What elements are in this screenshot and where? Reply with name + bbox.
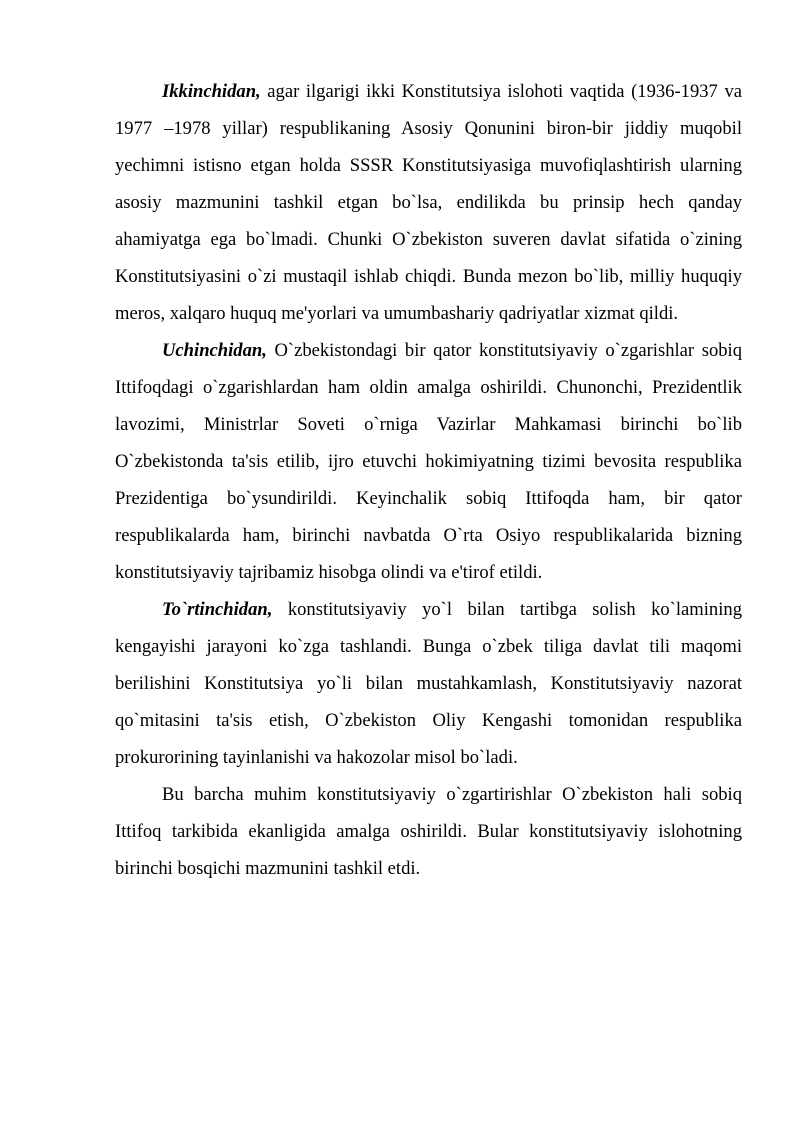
paragraph-text: konstitutsiyaviy yo`l bilan tartibga solish ko`lamining kengayishi jarayoni ko`zga tashlandi. Bunga o`zbek tiliga davlat tili maqomi berilishini Konstitutsiya yo`li bilan mustahkamlash, Konstitutsiyaviy nazorat qo`mitasini ta'sis etish, O`zbekiston Oliy Kengashi tomonidan respublika prokurorining tayinlanishi va hakozolar misol bo`ladi.	[115, 599, 742, 768]
paragraph-tortinchidan	[115, 591, 742, 776]
paragraph-text: agar ilgarigi ikki Konstitutsiya islohoti vaqtida (1936-1937 va 1977 –1978 yillar) respublikaning Asosiy Qonunini biron-bir jiddiy muqobil yechimni istisno etgan holda SSSR Konstitutsiyasiga muvofiqlashtirish ularning asosiy mazmunini tashkil etgan bo`lsa, endilikda bu prinsip hech qanday ahamiyatga ega bo`lmadi. Chunki O`zbekiston suveren davlat sifatida o`zining Konstitutsiyasini o`zi mustaqil ishlab chiqdi. Bunda mezon bo`lib, milliy huquqiy meros, xalqaro huquq me'yorlari va umumbashariy qadriyatlar xizmat qildi.	[115, 81, 742, 324]
paragraph-text: Bu barcha muhim konstitutsiyaviy o`zgartirishlar O`zbekiston hali sobiq Ittifoq tarkibida ekanligida amalga oshirildi. Bular konstitutsiyaviy islohotning birinchi bosqichi mazmunini tashkil etdi.	[115, 784, 742, 879]
paragraph-uchinchidan	[115, 332, 742, 591]
document-page	[115, 73, 742, 887]
paragraph-lead: Uchinchidan,	[162, 340, 267, 361]
paragraph-text: O`zbekistondagi bir qator konstitutsiyaviy o`zgarishlar sobiq Ittifoqdagi o`zgarishlardan ham oldin amalga oshirildi. Chunonchi, Prezidentlik lavozimi, Ministrlar Soveti o`rniga Vazirlar Mahkamasi birinchi bo`lib O`zbekistonda ta'sis etilib, ijro etuvchi hokimiyatning tizimi bevosita respublika Prezidentiga bo`ysundirildi. Keyinchalik sobiq Ittifoqda ham, bir qator respublikalarda ham, birinchi navbatda O`rta Osiyo respublikalarida bizning konstitutsiyaviy tajribamiz hisobga olindi va e'tirof etildi.	[115, 340, 742, 583]
paragraph-ikkinchidan	[115, 73, 742, 332]
paragraph-lead: To`rtinchidan,	[162, 599, 273, 620]
paragraph-lead: Ikkinchidan,	[162, 81, 261, 102]
paragraph-conclusion	[115, 776, 742, 887]
